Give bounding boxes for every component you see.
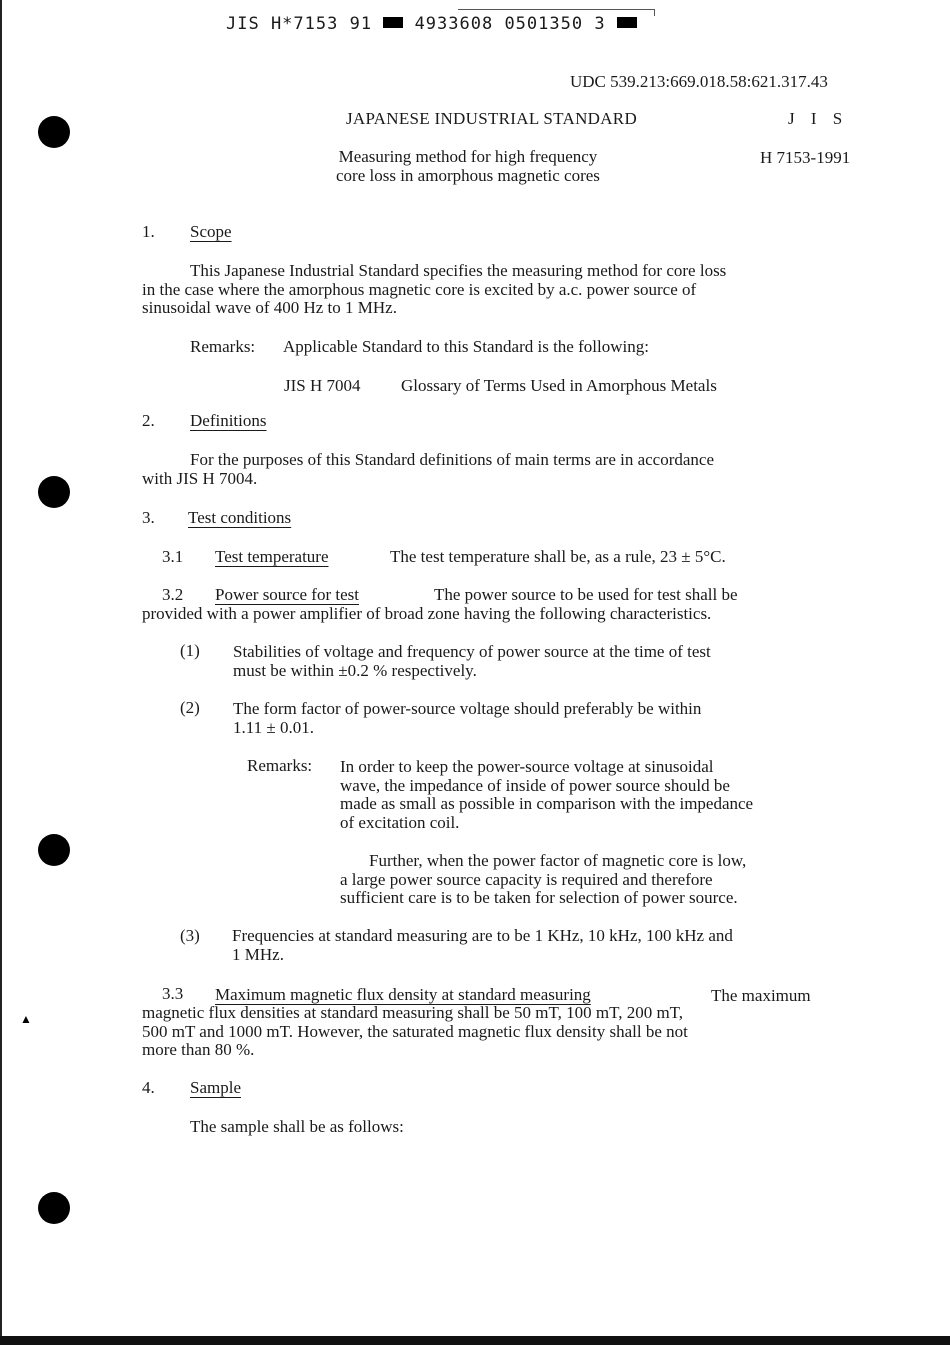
section-3-2-text-line-1: The power source to be used for test shall be	[434, 585, 738, 604]
section-3-2-heading: Power source for test	[215, 585, 359, 604]
item-2-label: (2)	[180, 698, 200, 717]
section-4-number: 4.	[142, 1078, 155, 1097]
section-3-3-line: magnetic flux densities at standard measuring shall be 50 mT, 100 mT, 200 mT,	[142, 1003, 684, 1022]
section-1-heading: Scope	[190, 222, 232, 241]
item-1-text	[233, 643, 711, 680]
section-3-3-line: 500 mT and 1000 mT. However, the saturated magnetic flux density shall be not	[142, 1021, 688, 1041]
header-code-middle: 4933608 0501350 3	[414, 14, 606, 34]
scope-body	[142, 262, 726, 318]
redaction-block	[617, 17, 637, 28]
item-line: The form factor of power-source voltage should preferably be within	[233, 699, 702, 718]
section-3-1-number: 3.1	[162, 547, 184, 566]
header-document-code	[226, 14, 637, 34]
definitions-line: with JIS H 7004.	[142, 468, 258, 488]
definitions-body	[142, 451, 714, 488]
reference-title: Glossary of Terms Used in Amorphous Metals	[401, 376, 717, 395]
section-3-2-number: 3.2	[162, 585, 184, 604]
item-2-remarks-label: Remarks:	[247, 756, 313, 775]
scope-remarks-label: Remarks:	[190, 337, 256, 356]
item-line: 1 MHz.	[232, 944, 284, 964]
remarks-line: wave, the impedance of inside of power source should be	[340, 775, 730, 795]
scope-line: in the case where the amorphous magnetic core is excited by a.c. power source of	[142, 279, 697, 299]
punch-hole-4	[38, 1192, 70, 1224]
standard-abbrev: J I S	[788, 109, 849, 128]
scope-line: sinusoidal wave of 400 Hz to 1 MHz.	[142, 298, 397, 317]
item-3-text	[232, 927, 733, 964]
item-line: must be within ±0.2 % respectively.	[233, 660, 477, 680]
section-3-2-text-line-2: provided with a power amplifier of broad zone having the following characteristics.	[142, 604, 712, 623]
sample-body: The sample shall be as follows:	[190, 1117, 404, 1136]
item-3-label: (3)	[180, 926, 200, 945]
section-3-number: 3.	[142, 508, 155, 527]
remarks-line: In order to keep the power-source voltage at sinusoidal	[340, 757, 714, 776]
section-1-number: 1.	[142, 222, 155, 241]
section-2-number: 2.	[142, 411, 155, 430]
section-3-3-heading: Maximum magnetic flux density at standard measuring	[215, 985, 591, 1004]
section-3-3-number: 3.3	[162, 984, 184, 1003]
item-2-text	[233, 700, 701, 737]
section-3-1-text: The test temperature shall be, as a rule, 23 ± 5°C.	[390, 547, 726, 566]
header-rule	[458, 9, 654, 10]
udc-code: UDC 539.213:669.018.58:621.317.43	[570, 72, 828, 91]
page-left-edge	[0, 0, 2, 1345]
punch-hole-3	[38, 834, 70, 866]
header-code-prefix: JIS H*7153 91	[226, 14, 373, 34]
section-3-3-body	[142, 1004, 688, 1060]
item-line: Frequencies at standard measuring are to be 1 KHz, 10 kHz, 100 kHz and	[232, 926, 733, 945]
item-2-remarks-paragraph-1	[340, 758, 753, 832]
remarks-line: sufficient care is to be taken for selection of power source.	[340, 888, 738, 907]
remarks-line: a large power source capacity is required and therefore	[340, 869, 713, 889]
remarks-line: of excitation coil.	[340, 812, 460, 832]
document-title	[336, 147, 600, 185]
header-tick	[654, 9, 655, 16]
title-line-2: core loss in amorphous magnetic cores	[336, 166, 600, 185]
punch-hole-1	[38, 116, 70, 148]
section-3-3-text-line-1: The maximum	[711, 986, 811, 1005]
page-bottom-edge	[0, 1336, 950, 1345]
punch-hole-2	[38, 476, 70, 508]
section-2-heading: Definitions	[190, 411, 267, 430]
scan-speck: ▲	[20, 1012, 32, 1026]
remarks-line: made as small as possible in comparison with the impedance	[340, 794, 754, 813]
scope-remarks-text: Applicable Standard to this Standard is the following:	[283, 337, 649, 356]
section-3-3-line: more than 80 %.	[142, 1040, 255, 1059]
section-3-1-heading: Test temperature	[215, 547, 329, 566]
remarks-line: Further, when the power factor of magnetic core is low,	[369, 851, 747, 870]
scope-line: This Japanese Industrial Standard specifies the measuring method for core loss	[190, 261, 727, 280]
definitions-line: For the purposes of this Standard definitions of main terms are in accordance	[190, 450, 715, 469]
reference-code: JIS H 7004	[284, 376, 361, 395]
redaction-block	[383, 17, 403, 28]
standard-org: JAPANESE INDUSTRIAL STANDARD	[346, 109, 638, 128]
item-1-label: (1)	[180, 641, 200, 660]
item-line: Stabilities of voltage and frequency of power source at the time of test	[233, 642, 711, 661]
standard-number: H 7153-1991	[760, 148, 851, 167]
item-line: 1.11 ± 0.01.	[233, 717, 314, 737]
title-line-1: Measuring method for high frequency	[338, 147, 598, 166]
section-4-heading: Sample	[190, 1078, 241, 1097]
item-2-remarks-paragraph-2	[340, 852, 746, 908]
section-3-heading: Test conditions	[188, 508, 292, 527]
